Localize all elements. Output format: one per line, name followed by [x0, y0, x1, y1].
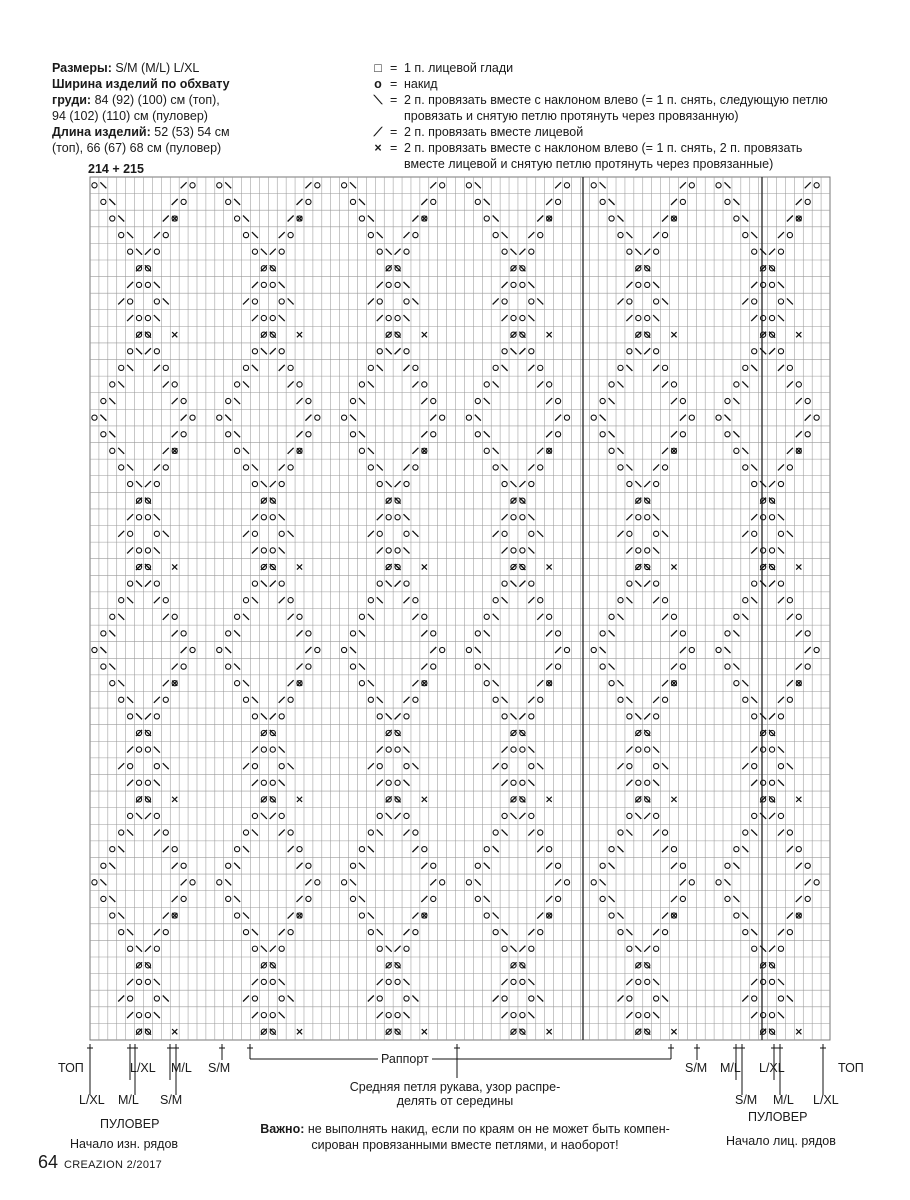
page-footer: [38, 1152, 162, 1173]
label-sm-1: S/M: [208, 1061, 231, 1075]
label-ml-2: M/L: [118, 1093, 139, 1107]
label-lxl-4: L/XL: [813, 1093, 839, 1107]
legend-row: □ = 1 п. лицевой глади: [366, 60, 836, 76]
note-label: Важно:: [260, 1122, 305, 1136]
label-top-right: ТОП: [838, 1061, 864, 1075]
label-pullover-left: ПУЛОВЕР: [100, 1117, 160, 1131]
label-sm-4: S/M: [735, 1093, 758, 1107]
label-top-left: ТОП: [58, 1061, 84, 1075]
width-value-1: 84 (92) (100) см (топ),: [94, 93, 220, 107]
legend-row: ⟋ = 2 п. провязать вместе лицевой: [366, 124, 836, 140]
width-value-2: 94 (102) (110) см (пуловер): [52, 109, 208, 123]
label-lxl-3: L/XL: [759, 1061, 785, 1075]
width-label: Ширина изделий по обхвату: [52, 77, 230, 91]
label-start-right-rows: Начало лиц. рядов: [726, 1134, 836, 1148]
sizes-label: Размеры:: [52, 61, 112, 75]
width-label-2: груди:: [52, 93, 92, 107]
length-label: Длина изделий:: [52, 125, 151, 139]
length-value-1: 52 (53) 54 см: [154, 125, 230, 139]
note-text: сирован провязанными вместе петлями, и наоборот!: [311, 1138, 619, 1152]
label-ml-4: M/L: [773, 1093, 794, 1107]
legend-text: 2 п. провязать вместе лицевой: [404, 125, 584, 139]
sizes-value: S/M (M/L) L/XL: [115, 61, 200, 75]
label-ml-1: M/L: [171, 1061, 192, 1075]
label-sm-2: S/M: [160, 1093, 183, 1107]
stitch-count: 214 + 215: [88, 162, 144, 176]
yarn-over-icon: o: [374, 77, 382, 91]
double-decrease-icon: ×: [374, 141, 382, 155]
knit-stitch-icon: □: [374, 61, 382, 75]
left-slant-decrease-icon: ⟍: [373, 93, 383, 107]
sleeve-note-line: Средняя петля рукава, узор распре-: [349, 1080, 561, 1094]
label-sm-3: S/M: [685, 1061, 708, 1075]
legend-text: накид: [404, 77, 438, 91]
legend-text: 1 п. лицевой глади: [404, 61, 514, 75]
page-number: 64: [38, 1152, 59, 1172]
label-repeat: Раппорт: [378, 1052, 432, 1066]
sleeve-note: [330, 1080, 580, 1108]
label-ml-3: M/L: [720, 1061, 741, 1075]
length-value-2: (топ), 66 (67) 68 см (пуловер): [52, 141, 222, 155]
important-note: [240, 1121, 690, 1153]
legend-row: ⟍ = 2 п. провязать вместе с наклоном влево (= 1 п. снять, следующую петлю провязать и снятую петлю протянуть через провязанную): [366, 92, 836, 124]
label-lxl-2: L/XL: [79, 1093, 105, 1107]
label-start-wrong-rows: Начало изн. рядов: [70, 1137, 179, 1151]
knit-two-together-icon: ⟋: [373, 125, 383, 139]
legend-row: o = накид: [366, 76, 836, 92]
label-lxl-1: L/XL: [130, 1061, 156, 1075]
legend-text: 2 п. провязать вместе с наклоном влево (= 1 п. снять, следующую петлю провязать и снятую петлю протянуть через провязанную): [404, 93, 828, 123]
label-pullover-right: ПУЛОВЕР: [748, 1110, 808, 1124]
magazine-name: CREAZION 2/2017: [64, 1159, 163, 1171]
note-text: не выполнять накид, если по краям он не может быть компен-: [307, 1122, 670, 1136]
sleeve-note-line: делять от середины: [396, 1094, 514, 1108]
legend-row: × = 2 п. провязать вместе с наклоном влево (= 1 п. снять, 2 п. провязать вместе лицевой и снятую петлю протянуть через провязанные): [366, 140, 836, 172]
legend-text: 2 п. провязать вместе с наклоном влево (= 1 п. снять, 2 п. провязать вместе лицевой и снятую петлю протянуть через провязанные): [404, 141, 803, 171]
